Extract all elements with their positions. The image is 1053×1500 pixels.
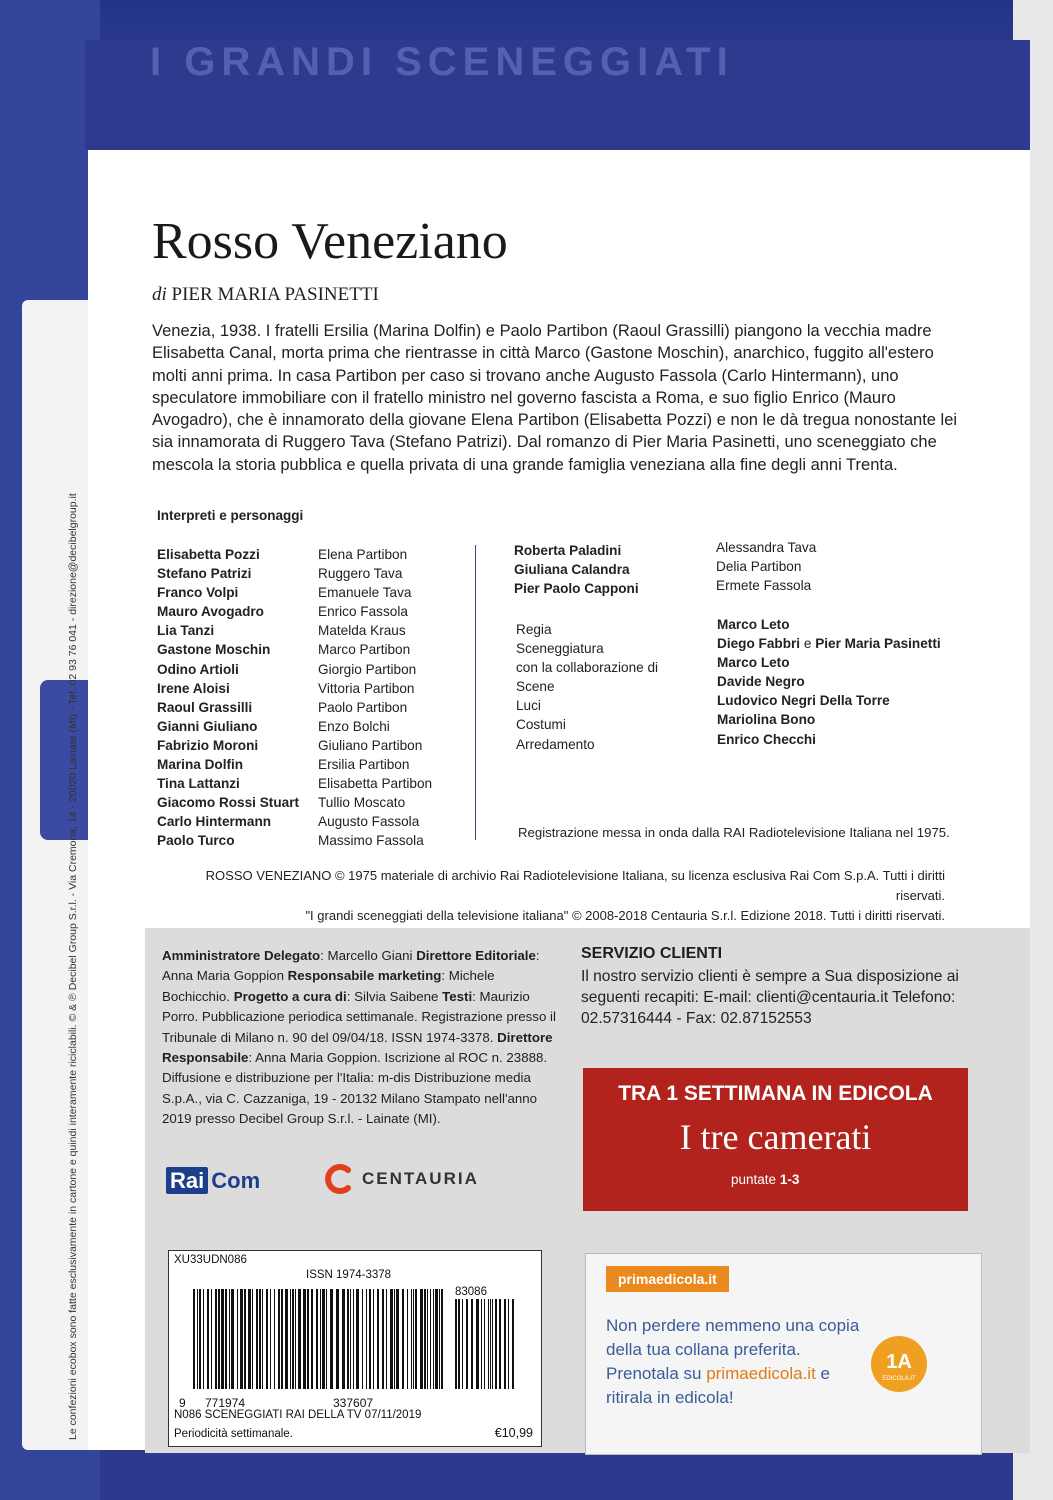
barcode-bar: [199, 1289, 201, 1389]
barcode-bar: [492, 1299, 493, 1389]
barcode-bar: [455, 1299, 457, 1389]
crew-label: Scene: [516, 679, 555, 695]
barcode-bar: [290, 1289, 291, 1389]
author-line: [152, 284, 379, 306]
barcode-bar: [342, 1289, 345, 1389]
actor: Irene Aloisi: [157, 680, 230, 696]
role: Ermete Fassola: [716, 578, 812, 594]
barcode-bar: [377, 1289, 379, 1389]
barcode-bar: [411, 1289, 412, 1389]
role: Alessandra Tava: [716, 540, 817, 555]
barcode-bar: [350, 1289, 351, 1389]
raicom-logo-rai: Rai: [166, 1167, 208, 1194]
actor: Franco Volpi: [157, 585, 239, 601]
title: Rosso Veneziano: [152, 213, 508, 270]
barcode-bar: [499, 1299, 501, 1389]
barcode-bar: [353, 1289, 354, 1389]
role: Vittoria Partibon: [318, 680, 415, 696]
crew-name: Marco Leto: [717, 655, 790, 671]
barcode-bar: [259, 1289, 261, 1389]
actor: Gianni Giuliano: [157, 718, 258, 734]
barcode-periodicity: Periodicità settimanale.: [174, 1428, 293, 1440]
credit-label: Progetto a cura di: [233, 988, 347, 1004]
barcode-bar: [336, 1289, 339, 1389]
author-name: PIER MARIA PASINETTI: [171, 284, 379, 305]
barcode-label: [168, 1250, 542, 1447]
role: Paolo Partibon: [318, 699, 408, 715]
barcode-bar: [508, 1299, 509, 1389]
barcode-bar: [274, 1289, 275, 1389]
actor: Gastone Moschin: [157, 642, 271, 658]
crew-name: Pier Maria Pasinetti: [815, 636, 941, 652]
actor: Fabrizio Moroni: [157, 737, 259, 753]
credit-label: Direttore Editoriale: [416, 948, 536, 963]
barcode-bar: [441, 1289, 443, 1389]
barcode-bar: [237, 1289, 238, 1389]
cast-right-actors: [514, 541, 639, 598]
credit-label: Responsabile marketing: [287, 968, 442, 984]
role: Giorgio Partibon: [318, 661, 417, 677]
credit-label: Direttore Responsabile: [162, 1029, 553, 1066]
copyright-line: "I grandi sceneggiati della televisione italiana" © 2008-2018 Centauria S.r.l. Edizione 2018. Tutti i diritti riservati.: [305, 908, 945, 923]
series-banner-text: I GRANDI SCENEGGIATI: [150, 40, 734, 84]
barcode-bar: [262, 1289, 263, 1389]
author-prefix: di: [152, 284, 167, 305]
crew-name: Davide Negro: [717, 674, 805, 690]
barcode-bar: [311, 1289, 313, 1389]
barcode-bar: [240, 1289, 243, 1389]
barcode-bar: [303, 1289, 306, 1389]
broadcast-note: Registrazione messa in onda dalla RAI Radiotelevisione Italiana nel 1975.: [518, 825, 950, 840]
barcode-bar: [221, 1289, 224, 1389]
role: Massimo Fassola: [318, 833, 424, 849]
barcode-bar: [424, 1289, 426, 1389]
barcode-digit: 337607: [333, 1396, 374, 1410]
barcode-bar: [462, 1299, 463, 1389]
credit-value: : Anna Maria Goppion: [162, 948, 540, 984]
role: Enzo Bolchi: [318, 718, 390, 734]
actor: Lia Tanzi: [157, 623, 215, 639]
barcode-digit: 9: [179, 1396, 186, 1410]
cast-left-actors: [157, 545, 299, 851]
barcode-bar: [382, 1289, 384, 1389]
barcode-bar: [322, 1289, 325, 1389]
cast-left-roles: [318, 545, 432, 851]
primaedicola-badge-sub: EDICOLA.IT: [882, 1376, 916, 1382]
cast-divider: [475, 545, 476, 840]
barcode-bar: [488, 1299, 489, 1389]
actor: Paolo Turco: [157, 833, 235, 849]
copyright-block: [180, 866, 945, 926]
crew-name: Mariolina Bono: [717, 712, 816, 728]
primaedicola-badge-label: 1A: [886, 1351, 912, 1373]
barcode-bar: [211, 1289, 212, 1389]
barcode-bar: [407, 1289, 408, 1389]
credit-value: : Maurizio Porro. Pubblicazione periodica settimanale. Registrazione presso il Tribunale di Milano n. 90 del 09/04/18. ISSN 1974-3378.: [162, 988, 556, 1045]
credit-label: Testi: [442, 988, 473, 1004]
barcode-bar: [225, 1289, 227, 1389]
barcode-bar: [207, 1289, 209, 1389]
barcode-bar: [512, 1299, 514, 1389]
barcode-bar: [420, 1289, 423, 1389]
barcode-bar: [390, 1289, 393, 1389]
barcode-bar: [481, 1299, 482, 1389]
barcode-bar: [394, 1289, 395, 1389]
crew-label: Luci: [516, 698, 541, 714]
crew-name: Marco Leto: [717, 617, 790, 632]
primaedicola-tag: primaedicola.it: [606, 1266, 729, 1292]
barcode-bar: [433, 1289, 434, 1389]
cast-heading: Interpreti e personaggi: [157, 508, 304, 523]
crew-name-row: [717, 634, 941, 653]
barcode-bar: [504, 1299, 506, 1389]
barcode-bar: [490, 1299, 491, 1389]
role: Delia Partibon: [716, 559, 802, 575]
centauria-mark-icon: [322, 1162, 356, 1196]
barcode-code: XU33UDN086: [174, 1254, 247, 1266]
barcode-bar: [248, 1289, 251, 1389]
barcode-bar: [471, 1299, 473, 1389]
promo-episodes-value: 1-3: [779, 1172, 800, 1187]
actor: Stefano Patrizi: [157, 566, 252, 582]
barcode-bar: [270, 1289, 271, 1389]
barcode-bar: [252, 1289, 253, 1389]
raicom-logo-com: Com: [211, 1168, 261, 1193]
role: Enrico Fassola: [318, 604, 408, 620]
barcode-bar: [347, 1289, 349, 1389]
role: Elena Partibon: [318, 547, 408, 562]
primaedicola-text-part: Non perdere nemmeno una copia della tua collana preferita. Prenotala su: [606, 1316, 860, 1383]
barcode-bar: [439, 1289, 440, 1389]
barcode-icon: [193, 1289, 518, 1395]
role: Augusto Fassola: [318, 814, 420, 830]
barcode-bar: [435, 1289, 438, 1389]
barcode-bar: [266, 1289, 268, 1389]
barcode-bar: [386, 1289, 387, 1389]
actor: Pier Paolo Capponi: [514, 581, 639, 597]
actor: Giuliana Calandra: [514, 562, 630, 578]
barcode-bar: [415, 1289, 417, 1389]
primaedicola-link: primaedicola.it: [706, 1364, 816, 1383]
crew-joiner: e: [803, 636, 812, 652]
primaedicola-text: [606, 1314, 876, 1410]
promo-episodes-label: puntate: [731, 1172, 777, 1187]
barcode-bar: [281, 1289, 283, 1389]
barcode-bar: [476, 1299, 479, 1389]
crew-name: Ludovico Negri Della Torre: [717, 693, 890, 709]
actor: Tina Lattanzi: [157, 776, 240, 792]
role: Elisabetta Partibon: [318, 776, 433, 792]
crew-label: Costumi: [516, 717, 566, 733]
credit-value: : Marcello Giani: [320, 948, 417, 963]
actor: Elisabetta Pozzi: [157, 547, 260, 562]
publisher-credits: [162, 946, 557, 1130]
barcode-bar: [396, 1289, 399, 1389]
barcode-bar: [203, 1289, 204, 1389]
barcode-bar: [244, 1289, 246, 1389]
actor: Carlo Hintermann: [157, 814, 272, 830]
crew-name: Diego Fabbri: [717, 636, 801, 652]
centauria-logo: [322, 1162, 479, 1196]
barcode-bar: [458, 1299, 460, 1389]
role: Giuliano Partibon: [318, 737, 423, 753]
primaedicola-badge-icon: [869, 1334, 929, 1394]
barcode-issue-line: N086 SCENEGGIATI RAI DELLA TV 07/11/2019: [174, 1409, 422, 1421]
promo-title: I tre camerati: [679, 1117, 872, 1157]
role: Ersilia Partibon: [318, 757, 410, 773]
service-title: SERVIZIO CLIENTI: [581, 945, 723, 962]
service-body: Il nostro servizio clienti è sempre a Sua disposizione ai seguenti recapiti: E-mail: clienti@centauria.it Telefono: 02.57316444 - Fax: 02.87152553: [581, 968, 959, 1028]
barcode-bar: [193, 1289, 195, 1389]
crew-label: Arredamento: [516, 736, 595, 752]
barcode-bar: [330, 1289, 333, 1389]
barcode-bar: [466, 1299, 468, 1389]
promo-episodes: [731, 1172, 799, 1187]
centauria-wordmark: CENTAURIA: [362, 1169, 479, 1188]
spine-note: Le confezioni ecobox sono fatte esclusivamente in cartone e quindi interamente riciclabili. © & ℗ Decibel Group S.r.l. - Via Cremona, 14 - 20020 Lainate (MI) - Tel. 02 93 76 041 - direzione@decibelgroup.it: [67, 493, 79, 1440]
synopsis: Venezia, 1938. I fratelli Ersilia (Marina Dolfin) e Paolo Partibon (Raoul Grassilli) piangono la vecchia madre Elisabetta Canal, morta prima che rientrasse in città Marco (Gastone Moschin), anarchico, fuggito all'estero molti anni prima. In casa Partibon per caso si trovano anche Augusto Fassola (Carlo Hintermann), uno speculatore immobiliare con il fratello ministro nel governo fascista a Roma, e suo figlio Enrico (Mauro Avogadro), che è innamorato della giovane Elena Partibon (Elisabetta Pozzi) e non le dà tregua nonostante lei sia innamorata di Ruggero Tava (Stefano Patrizi). Dal romanzo di Pier Maria Pasinetti, uno sceneggiato che mescola la storia pubblica e quella privata di una grande famiglia veneziana alla fine degli anni Trenta.: [152, 322, 958, 474]
next-issue-promo: [583, 1068, 968, 1211]
barcode-bar: [402, 1289, 404, 1389]
barcode-bar: [413, 1289, 414, 1389]
crew-name: Enrico Checchi: [717, 731, 816, 747]
actor: Odino Artioli: [157, 661, 239, 677]
barcode-bar: [256, 1289, 258, 1389]
actor: Raoul Grassilli: [157, 699, 253, 715]
barcode-bar: [362, 1289, 363, 1389]
barcode-bar: [231, 1289, 234, 1389]
copyright-line: ROSSO VENEZIANO © 1975 materiale di archivio Rai Radiotelevisione Italiana, su licenza esclusiva Rai Com S.p.A. Tutti i diritti riservati.: [205, 868, 945, 903]
promo-heading: TRA 1 SETTIMANA IN EDICOLA: [618, 1082, 933, 1105]
barcode-bar: [373, 1289, 374, 1389]
actor: Mauro Avogadro: [157, 604, 264, 620]
barcode-bar: [292, 1289, 294, 1389]
role: Matelda Kraus: [318, 623, 406, 639]
barcode-bar: [197, 1289, 198, 1389]
crew-label: Regia: [516, 622, 552, 637]
barcode-bar: [320, 1289, 321, 1389]
crew-labels: [516, 620, 658, 754]
role: Ruggero Tava: [318, 566, 403, 582]
barcode-bar: [326, 1289, 327, 1389]
role: Emanuele Tava: [318, 585, 412, 601]
barcode-digits: [179, 1396, 534, 1410]
barcode-issue: 83086: [455, 1286, 487, 1298]
barcode-bar: [356, 1289, 359, 1389]
actor: Giacomo Rossi Stuart: [157, 795, 300, 811]
barcode-bar: [285, 1289, 288, 1389]
barcode-bar: [430, 1289, 431, 1389]
crew-label: Sceneggiatura: [516, 641, 604, 657]
barcode-bar: [427, 1289, 428, 1389]
barcode-bar: [307, 1289, 309, 1389]
barcode-bar: [278, 1289, 280, 1389]
raicom-logo: [166, 1168, 260, 1194]
barcode-bar: [215, 1289, 217, 1389]
barcode-bar: [369, 1289, 371, 1389]
role: Tullio Moscato: [318, 795, 406, 811]
actor: Marina Dolfin: [157, 757, 244, 773]
barcode-bar: [295, 1289, 296, 1389]
barcode-issn: ISSN 1974-3378: [306, 1269, 392, 1281]
crew-names: [717, 615, 941, 749]
actor: Roberta Paladini: [514, 543, 622, 558]
price: €10,99: [494, 1426, 533, 1440]
barcode-digit: 771974: [205, 1396, 246, 1410]
primaedicola-box: [585, 1253, 982, 1455]
cast-right-roles: [716, 538, 816, 595]
barcode-bar: [298, 1289, 301, 1389]
barcode-bar: [484, 1299, 485, 1389]
credit-value: : Silvia Saibene: [346, 988, 443, 1004]
credit-label: Amministratore Delegato: [162, 948, 321, 963]
crew-label: con la collaborazione di: [516, 660, 659, 676]
credit-value: : Michele Bochicchio.: [162, 968, 495, 1004]
barcode-bar: [218, 1289, 220, 1389]
barcode-bar: [229, 1289, 230, 1389]
barcode-bar: [366, 1289, 367, 1389]
barcode-bar: [316, 1289, 318, 1389]
role: Marco Partibon: [318, 642, 411, 658]
barcode-bar: [495, 1299, 497, 1389]
primaedicola-text-part: e ritirala in edicola!: [606, 1364, 830, 1407]
credit-value: : Anna Maria Goppion. Iscrizione al ROC n. 23888. Diffusione e distribuzione per l'Italia: m-dis Distribuzione media S.p.A., via C. Cazzaniga, 19 - 20132 Milano Stampato nell'anno 2019 presso Decibel Group S.r.l. - Lainate (MI).: [162, 1050, 548, 1127]
